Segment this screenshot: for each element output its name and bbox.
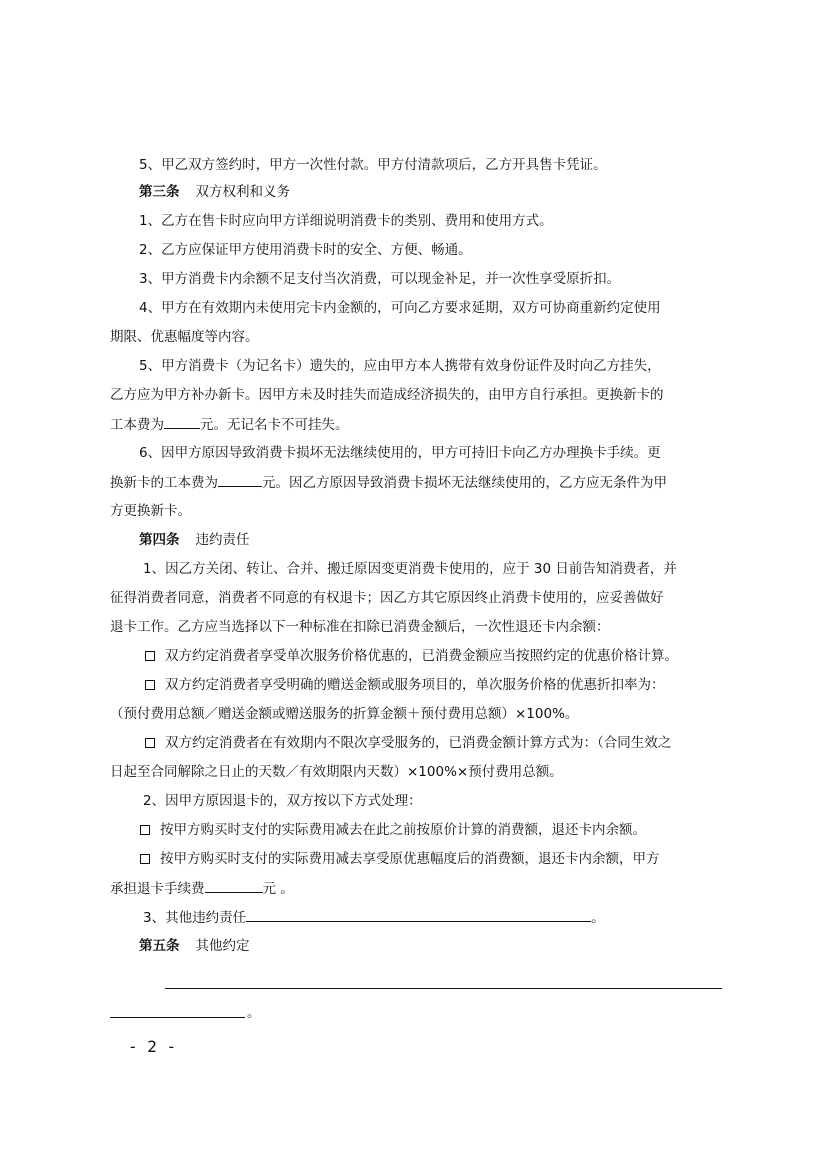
article-number: 第五条 xyxy=(139,938,180,954)
article-number: 第四条 xyxy=(139,532,180,548)
end-mark: 。 xyxy=(247,1005,261,1021)
option-5-line2 xyxy=(110,878,294,899)
option-3-line2: 日起至合同解除之日止的天数／有效期限内天数）×100%×预付费用总额。 xyxy=(110,764,563,780)
option-text: 双方约定消费者享受单次服务价格优惠的，已消费金额应当按照约定的优惠价格计算。 xyxy=(165,648,678,664)
option-2-checkbox[interactable] xyxy=(145,680,155,690)
clause-4-2: 2、因甲方原因退卡的，双方按以下方式处理： xyxy=(143,793,422,809)
clause-3-6-line3: 方更换新卡。 xyxy=(110,503,191,519)
refund-fee-blank[interactable] xyxy=(205,878,263,893)
option-text: 按甲方购买时支付的实际费用减去享受原优惠幅度后的消费额，退还卡内余额，甲方 xyxy=(160,851,660,867)
clause-3-6-line1: 6、因甲方原因导致消费卡损坏无法继续使用的，甲方可持旧卡向乙方办理换卡手续。更 xyxy=(139,445,661,461)
clause-4-1-line3: 退卡工作。乙方应当选择以下一种标准在扣除已消费金额后，一次性退还卡内余额： xyxy=(110,619,610,635)
article-4-heading xyxy=(139,530,250,550)
other-liability-blank[interactable] xyxy=(246,907,591,922)
option-3-line1 xyxy=(145,733,671,753)
page-number: - 2 - xyxy=(128,1037,177,1056)
option-5-line1 xyxy=(140,849,660,869)
clause-3-4-line2: 期限、优惠幅度等内容。 xyxy=(110,329,259,345)
text: 承担退卡手续费 xyxy=(110,881,205,897)
article-5-heading xyxy=(139,936,250,956)
article-3-heading xyxy=(139,182,290,202)
clause-3-5-line1: 5、甲方消费卡（为记名卡）遗失的，应由甲方本人携带有效身份证件及时向乙方挂失， xyxy=(139,358,661,374)
option-4 xyxy=(140,820,646,840)
clause-3-5-line3 xyxy=(110,414,349,435)
replacement-fee-blank[interactable] xyxy=(218,472,262,487)
article-title: 其他约定 xyxy=(195,938,250,954)
clause-4-1-line2: 征得消费者同意，消费者不同意的有权退卡；因乙方其它原因终止消费卡使用的，应妥善做好 xyxy=(110,590,664,606)
text: 元 。 xyxy=(262,881,294,897)
option-4-checkbox[interactable] xyxy=(140,825,150,835)
option-1 xyxy=(145,646,678,666)
option-1-checkbox[interactable] xyxy=(145,651,155,661)
clause-3-5-line2: 乙方应为甲方补办新卡。因甲方未及时挂失而造成经济损失的，由甲方自行承担。更换新卡的 xyxy=(110,387,664,403)
article-title: 违约责任 xyxy=(195,532,250,548)
clause-3-3: 3、甲方消费卡内余额不足支付当次消费，可以现金补足，并一次性享受原折扣。 xyxy=(139,271,621,287)
text: 工本费为 xyxy=(110,417,164,433)
option-3-checkbox[interactable] xyxy=(145,738,155,748)
option-text: 按甲方购买时支付的实际费用减去在此之前按原价计算的消费额，退还卡内余额。 xyxy=(160,822,646,838)
text: 3、其他违约责任 xyxy=(143,910,247,926)
clause-3-2: 2、乙方应保证甲方使用消费卡时的安全、方便、畅通。 xyxy=(139,242,472,258)
clause-4-1-line1: 1、因乙方关闭、转让、合并、搬迁原因变更消费卡使用的，应于 30 日前告知消费者，并 xyxy=(143,561,677,577)
text: 换新卡的工本费为 xyxy=(110,475,218,491)
clause-3-1: 1、乙方在售卡时应向甲方详细说明消费卡的类别、费用和使用方式。 xyxy=(139,213,553,229)
option-text: 双方约定消费者在有效期内不限次享受服务的，已消费金额计算方式为：（合同生效之 xyxy=(165,735,672,751)
other-agreement-blank-line2[interactable] xyxy=(110,1017,245,1018)
article-title: 双方权利和义务 xyxy=(195,184,290,200)
clause-3-4-line1: 4、甲方在有效期内未使用完卡内金额的，可向乙方要求延期，双方可协商重新约定使用 xyxy=(139,300,661,316)
other-agreement-blank-line1[interactable] xyxy=(165,988,722,989)
option-5-checkbox[interactable] xyxy=(140,854,150,864)
option-text: 双方约定消费者享受明确的赠送金额或服务项目的，单次服务价格的优惠折扣率为： xyxy=(165,677,665,693)
text: 元。无记名卡不可挂失。 xyxy=(200,417,349,433)
text: 。 xyxy=(591,910,605,926)
option-2-line2: （预付费用总额／赠送金额或赠送服务的折算金额＋预付费用总额）×100%。 xyxy=(110,706,579,722)
card-fee-blank[interactable] xyxy=(164,414,200,429)
clause-2-5: 5、甲乙双方签约时，甲方一次性付款。甲方付清款项后，乙方开具售卡凭证。 xyxy=(139,157,607,173)
clause-3-6-line2 xyxy=(110,472,667,493)
clause-4-3 xyxy=(143,907,605,928)
article-number: 第三条 xyxy=(139,184,180,200)
option-2-line1 xyxy=(145,675,665,695)
text: 元。因乙方原因导致消费卡损坏无法继续使用的，乙方应无条件为甲 xyxy=(262,475,667,491)
